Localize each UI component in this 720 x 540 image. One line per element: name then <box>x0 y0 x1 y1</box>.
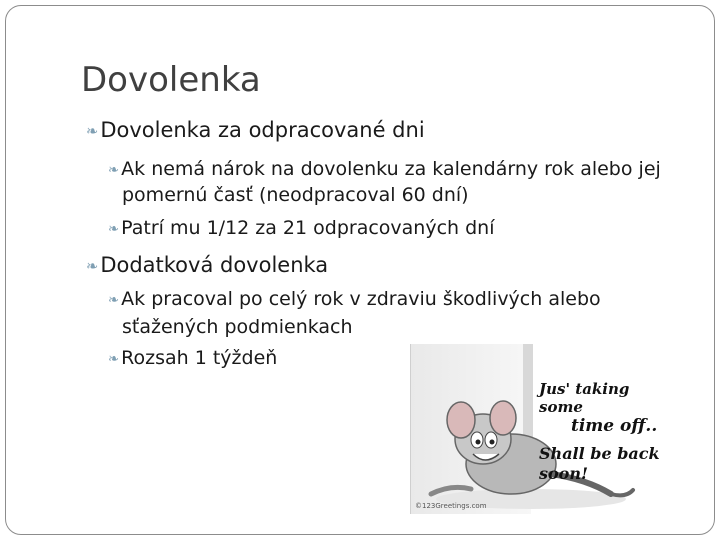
bullet-level2-scope <box>108 347 277 369</box>
leaf-bullet-icon: ❧ <box>108 293 120 308</box>
leaf-bullet-icon: ❧ <box>108 222 120 237</box>
bullet-text: Patrí mu 1/12 za 21 odpracovaných dní <box>121 217 495 239</box>
slide-title: Dovolenka <box>81 60 261 100</box>
bullet-level1-additional-vacation <box>86 253 328 277</box>
bullet-text: Rozsah 1 týždeň <box>121 347 278 369</box>
bullet-level1-vacation-worked-days <box>86 118 425 142</box>
bullet-text: Dovolenka za odpracované dni <box>100 118 425 142</box>
leaf-bullet-icon: ❧ <box>108 163 120 178</box>
vacation-cartoon-image <box>410 344 678 514</box>
bullet-level2-entitlement-share <box>108 217 495 239</box>
leaf-bullet-icon: ❧ <box>86 123 99 140</box>
caption-line: Jus' taking some <box>539 380 630 416</box>
bullet-text: Ak nemá nárok na dovolenku za kalendárny rok alebo jej <box>121 158 661 180</box>
bullet-level2-harmful-conditions <box>108 288 601 310</box>
bullet-text: Dodatková dovolenka <box>100 253 329 277</box>
leaf-bullet-icon: ❧ <box>86 258 99 275</box>
bullet-continuation: sťažených podmienkach <box>122 316 353 338</box>
bullet-continuation: pomernú časť (neodpracoval 60 dní) <box>122 184 469 206</box>
cartoon-caption <box>539 380 678 483</box>
caption-line: time off.. <box>571 416 658 436</box>
bullet-level2-no-entitlement <box>108 158 661 180</box>
caption-line: Shall be back soon! <box>539 444 660 483</box>
image-copyright: ©123Greetings.com <box>415 502 487 510</box>
bullet-text: Ak pracoval po celý rok v zdraviu škodlivých alebo <box>121 288 601 310</box>
leaf-bullet-icon: ❧ <box>108 352 120 367</box>
